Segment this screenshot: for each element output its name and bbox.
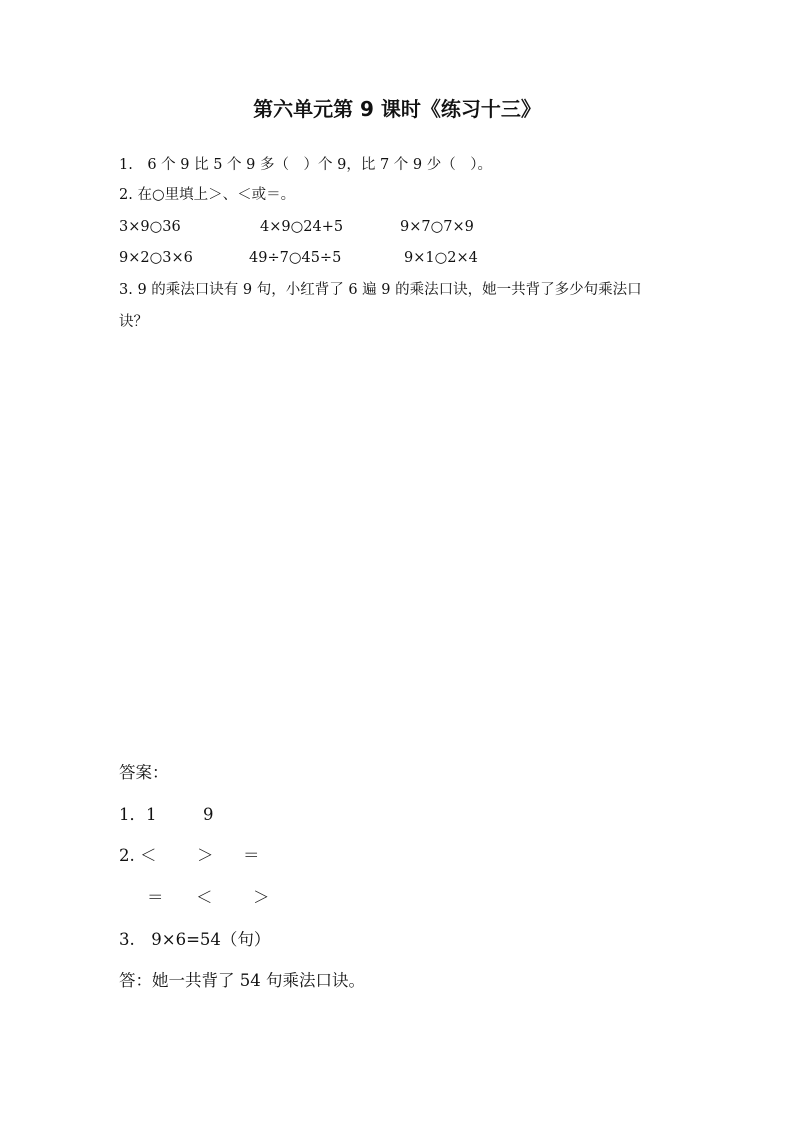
compare-item: 49÷7○45÷5 [249, 250, 342, 266]
question-2: 2. 在○里填上＞、＜或＝。 [119, 187, 296, 203]
answer-3-reply: 答：她一共背了 54 句乘法口诀。 [119, 971, 365, 990]
answer-item: 2. ＜ [119, 846, 157, 865]
compare-item: 9×2○3×6 [119, 250, 193, 266]
answer-item: ＝ [147, 888, 164, 907]
compare-item: 9×7○7×9 [400, 219, 474, 235]
answers-heading: 答案： [119, 763, 169, 782]
page-title: 第六单元第 9 课时《练习十三》 [253, 97, 541, 121]
compare-item: 9×1○2×4 [404, 250, 478, 266]
answer-item: ＜ [196, 888, 213, 907]
compare-item: 4×9○24+5 [260, 219, 344, 235]
question-3-line-2: 诀？ [119, 314, 148, 330]
answer-item: 1．1 [119, 805, 157, 824]
answer-item: 9 [203, 805, 214, 824]
compare-item: 3×9○36 [119, 219, 181, 235]
answer-item: ＞ [253, 888, 270, 907]
question-3-line-1: 3. 9 的乘法口诀有 9 句，小红背了 6 遍 9 的乘法口诀，她一共背了多少句乘法口 [119, 282, 642, 298]
question-1: 1. 6 个 9 比 5 个 9 多（ ）个 9，比 7 个 9 少（ ）。 [119, 157, 492, 173]
answer-item: ＝ [243, 846, 260, 865]
answer-3: 3. 9×6=54（句） [119, 930, 271, 949]
answer-item: ＞ [197, 846, 214, 865]
